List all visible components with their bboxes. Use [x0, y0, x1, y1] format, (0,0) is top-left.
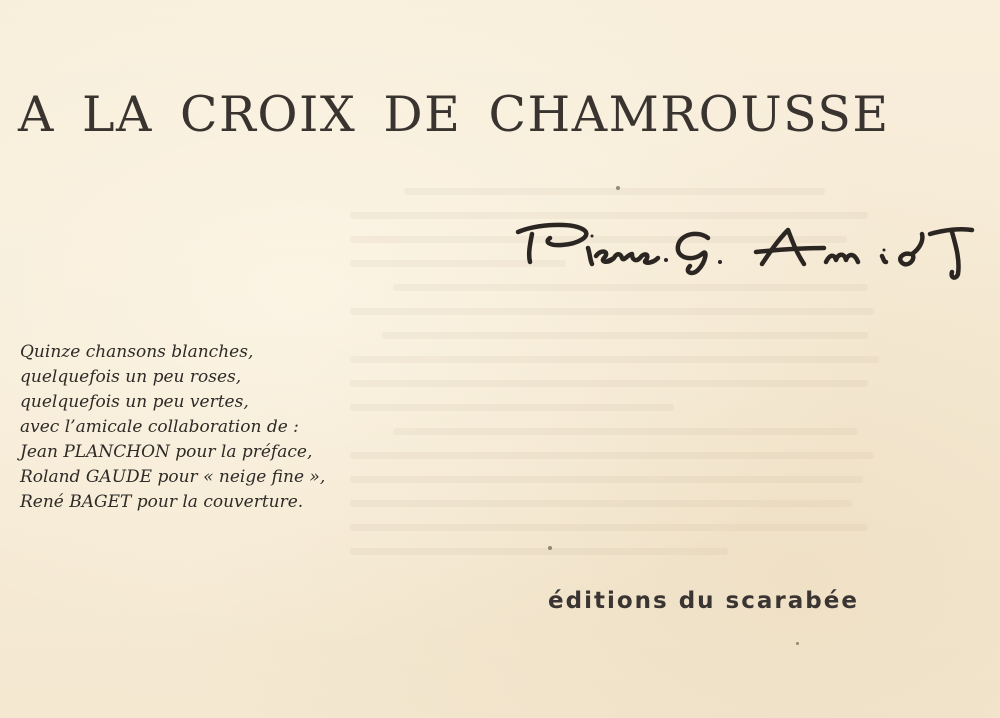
publisher-name: éditions du scarabée: [548, 588, 859, 614]
paper-speck: [796, 642, 799, 645]
credits-line: René BAGET pour la couverture.: [20, 492, 304, 512]
credits-block: [20, 340, 390, 515]
credits-line: quelquefois un peu roses,: [20, 367, 242, 387]
handwritten-signature: [512, 212, 982, 292]
page-title: A LA CROIX DE CHAMROUSSE: [18, 86, 890, 143]
author-signature: [512, 212, 982, 292]
credits-line: quelquefois un peu vertes,: [20, 392, 249, 412]
paper-speck: [548, 546, 552, 550]
credits-line: Quinze chansons blanches,: [20, 342, 254, 362]
paper-speck: [616, 186, 620, 190]
credits-line: Jean PLANCHON pour la préface,: [20, 442, 313, 462]
credits-line: Roland GAUDE pour « neige fine »,: [20, 467, 326, 487]
credits-line: avec l’amicale collaboration de :: [20, 417, 299, 437]
